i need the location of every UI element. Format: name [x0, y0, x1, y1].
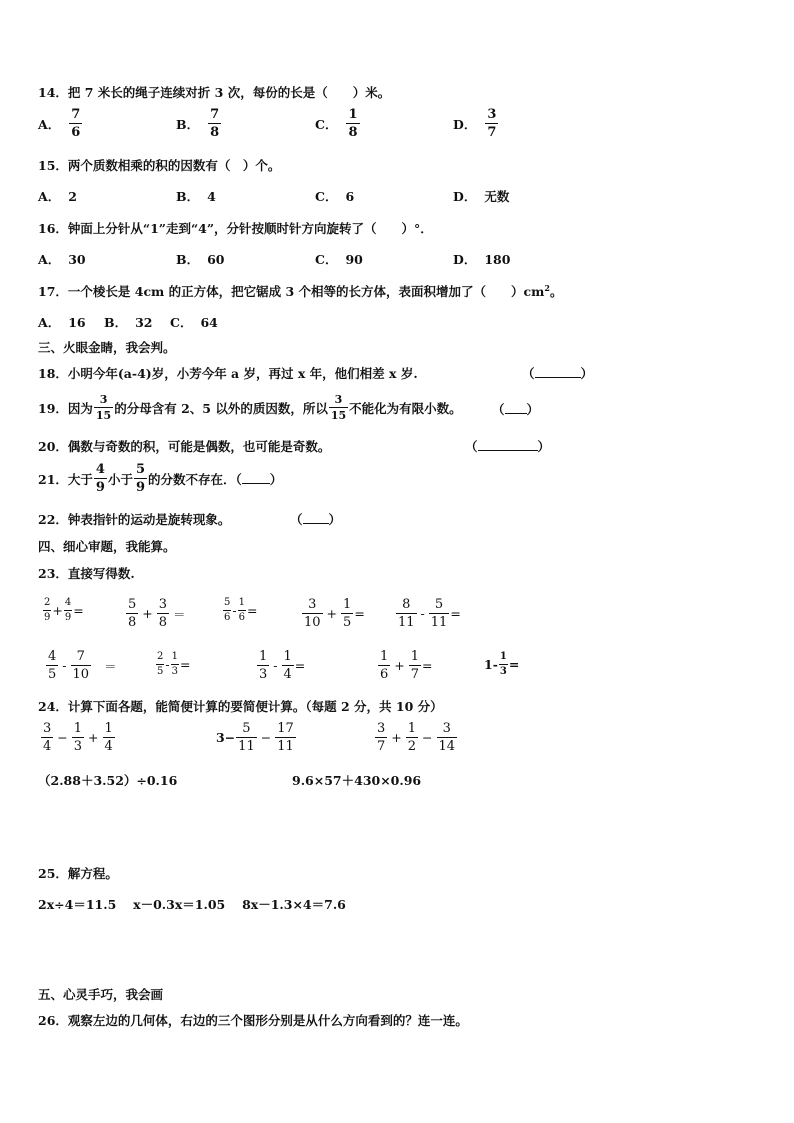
- q16-option-c[interactable]: C． 90: [315, 251, 363, 267]
- section-heading: 三、火眼金睛，我会判。: [38, 340, 176, 355]
- q15-option-d[interactable]: D． 无数: [453, 189, 510, 204]
- q14-option-d[interactable]: [453, 108, 499, 139]
- q14-stem: 14．把 7 米长的绳子连续对折 3 次，每份的长是（ ）米。: [38, 85, 391, 100]
- fraction: $\frac{3}{15}$: [95, 393, 112, 422]
- q15-option-a[interactable]: A． 2: [38, 188, 77, 204]
- q19-answer-blank[interactable]: （ ）: [492, 402, 540, 417]
- section-heading: 四、细心审题，我能算。: [38, 539, 176, 554]
- q22-stem: 22．钟表指针的运动是旋转现象。: [38, 512, 231, 527]
- fraction: $\frac{5}{9}$: [135, 462, 146, 495]
- q23-r1-expr5: $\frac{8}{11}$ - $\frac{5}{11}$ =: [398, 597, 461, 630]
- q23-r2-expr5: 1- $\frac{1}{3}$ =: [484, 651, 520, 677]
- q18-answer-blank[interactable]: （ ）: [522, 366, 594, 381]
- q24-expr5: 9.6×57＋430×0.96: [292, 773, 422, 788]
- q23-r1-expr1: $\frac{2}{9}$ + $\frac{4}{9}$ =: [44, 597, 84, 623]
- option-label: D．: [453, 116, 477, 132]
- q16-option-d[interactable]: D． 180: [453, 251, 511, 267]
- section-heading: 五、心灵手巧，我会画: [38, 987, 164, 1002]
- fraction: $\frac{1}{8}$: [348, 107, 358, 140]
- q25-equations: 2x÷4＝11.5 x－0.3x＝1.05 8x－1.3×4＝7.6: [38, 897, 346, 912]
- fraction: $\frac{4}{9}$: [95, 462, 105, 495]
- q25-stem: 25．解方程。: [38, 866, 118, 881]
- q14-option-c[interactable]: [315, 108, 361, 139]
- q20-stem: 20．偶数与奇数的积，可能是偶数，也可能是奇数。: [38, 439, 331, 454]
- q23-r2-expr3: $\frac{1}{3}$ - $\frac{1}{4}$ =: [259, 649, 306, 682]
- q24-expr2: 3− $\frac{5}{11}$ − $\frac{17}{11}$: [216, 721, 294, 754]
- q23-r1-expr4: $\frac{3}{10}$ + $\frac{1}{5}$ =: [304, 597, 365, 630]
- q21-stem: 21．大于 $\frac{4}{9}$ 小于 $\frac{5}{9}$ 的分数不存在．（ ）: [38, 462, 283, 495]
- option-label: B．: [176, 116, 200, 132]
- q16-option-b[interactable]: B． 60: [176, 251, 225, 267]
- q23-r2-expr1: $\frac{4}{5}$ - $\frac{7}{10}$ ＝: [48, 649, 117, 682]
- q14-option-b[interactable]: [176, 108, 222, 139]
- q24-expr1: $\frac{3}{4}$ − $\frac{1}{3}$ + $\frac{1}{4}$: [43, 721, 113, 754]
- q23-r2-expr2: $\frac{2}{5}$ - $\frac{1}{3}$ =: [157, 651, 191, 677]
- q26-stem: 26．观察左边的几何体，右边的三个图形分别是从什么方向看到的？连一连。: [38, 1013, 468, 1028]
- q18-stem: 18．小明今年(a-4)岁，小芳今年 a 岁，再过 x 年，他们相差 x 岁.: [38, 366, 418, 381]
- q23-r1-expr2: $\frac{5}{8}$ + $\frac{3}{8}$ ＝: [128, 597, 186, 630]
- q19-stem: 19．因为 $\frac{3}{15}$ 的分母含有 2、5 以外的质因数，所以 $\frac{3}{15}$ 不能化为有限小数。: [38, 393, 462, 422]
- q14-option-a[interactable]: [38, 108, 83, 139]
- fraction: $\frac{3}{15}$: [330, 393, 347, 422]
- q24-expr4: （2.88＋3.52）÷0.16: [38, 773, 178, 788]
- q16-option-a[interactable]: A． 30: [38, 251, 86, 267]
- q17-option-b[interactable]: B． 32: [104, 314, 153, 330]
- option-label: C．: [315, 116, 338, 132]
- q23-stem: 23．直接写得数.: [38, 566, 135, 581]
- q17-option-c[interactable]: C． 64: [170, 314, 218, 330]
- q23-r1-expr3: $\frac{5}{6}$ - $\frac{1}{6}$ =: [224, 597, 258, 623]
- q15-stem: 15．两个质数相乘的积的因数有（ ）个。: [38, 158, 281, 173]
- q22-answer-blank[interactable]: （ ）: [290, 512, 342, 527]
- q24-expr3: $\frac{3}{7}$ + $\frac{1}{2}$ − $\frac{3}{14}$: [377, 721, 456, 754]
- q21-answer-blank[interactable]: [242, 473, 270, 484]
- q20-answer-blank[interactable]: （ ）: [465, 439, 551, 454]
- q17-stem: 17．一个棱长是 4cm 的正方体，把它锯成 3 个相等的长方体，表面积增加了（ ）$cm^2$。: [38, 282, 563, 299]
- fraction: $\frac{7}{6}$: [71, 107, 81, 140]
- q24-stem: 24．计算下面各题，能简便计算的要简便计算。（每题 2 分，共 10 分）: [38, 699, 443, 714]
- q15-option-b[interactable]: B． 4: [176, 188, 216, 204]
- q16-stem: 16．钟面上分针从“1”走到“4”，分针按顺时针方向旋转了（ ）°．: [38, 221, 433, 236]
- fraction: $\frac{7}{8}$: [210, 107, 220, 140]
- fraction: $\frac{3}{7}$: [487, 107, 497, 140]
- q23-r2-expr4: $\frac{1}{6}$ + $\frac{1}{7}$ =: [380, 649, 433, 682]
- q15-option-c[interactable]: C． 6: [315, 188, 355, 204]
- q17-option-a[interactable]: A． 16: [38, 314, 86, 330]
- option-label: A．: [38, 116, 61, 132]
